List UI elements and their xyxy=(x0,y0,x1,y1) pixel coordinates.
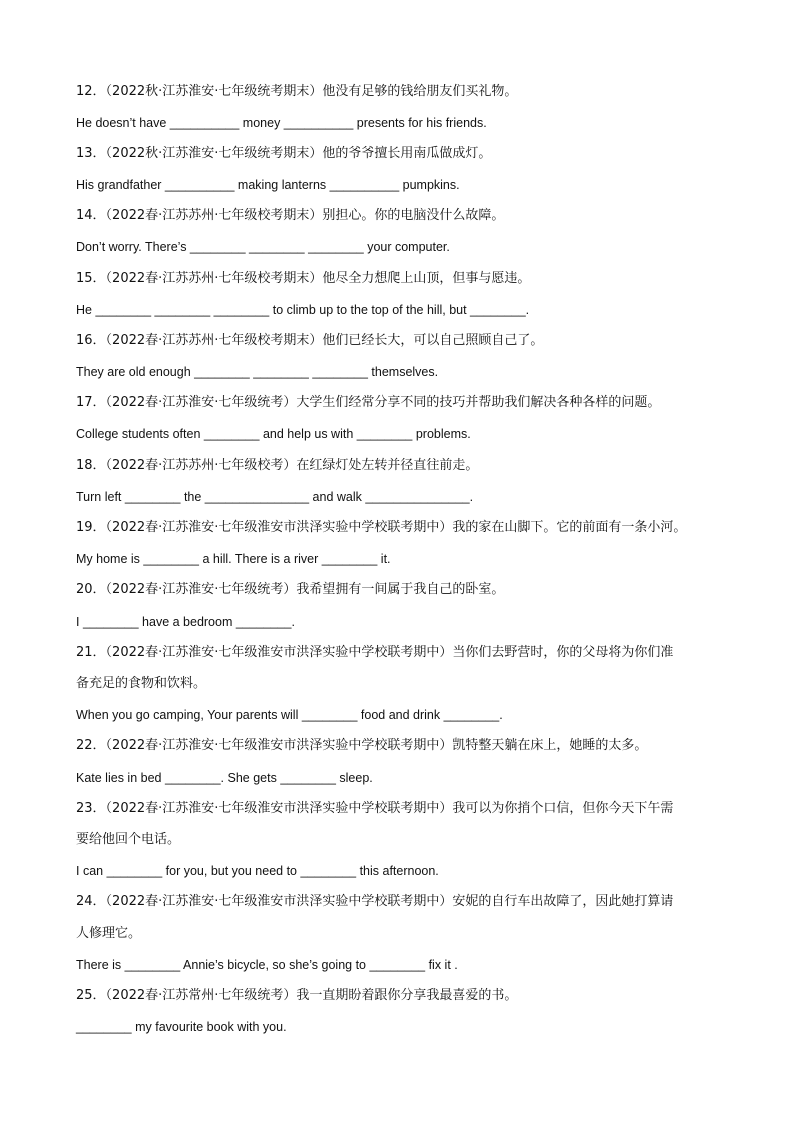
question-23-prompt: 23．（2022春·江苏淮安·七年级淮安市洪泽实验中学校联考期中）我可以为你捎个口信，但你今天下午需 xyxy=(76,801,674,816)
question-14-prompt: 14．（2022春·江苏苏州·七年级校考期末）别担心。你的电脑没什么故障。 xyxy=(76,208,505,223)
question-21-prompt-continued: 备充足的食物和饮料。 xyxy=(76,676,207,691)
question-20-prompt: 20．（2022春·江苏淮安·七年级统考）我希望拥有一间属于我自己的卧室。 xyxy=(76,582,505,597)
question-13-answer: His grandfather __________ making lanterns __________ pumpkins. xyxy=(76,178,460,192)
question-15-answer: He ________ ________ ________ to climb up to the top of the hill, but ________. xyxy=(76,303,530,317)
question-17-prompt: 17．（2022春·江苏淮安·七年级统考）大学生们经常分享不同的技巧并帮助我们解决各种各样的问题。 xyxy=(76,395,661,410)
question-23-prompt-continued: 要给他回个电话。 xyxy=(76,832,181,847)
question-17-answer: College students often ________ and help us with ________ problems. xyxy=(76,427,471,441)
question-12-answer: He doesn’t have __________ money __________ presents for his friends. xyxy=(76,116,487,130)
question-24-answer: There is ________ Annie’s bicycle, so she’s going to ________ fix it . xyxy=(76,958,458,972)
question-25-prompt: 25．（2022春·江苏常州·七年级统考）我一直期盼着跟你分享我最喜爱的书。 xyxy=(76,988,518,1003)
question-23-answer: I can ________ for you, but you need to ________ this afternoon. xyxy=(76,864,439,878)
question-25-answer: ________ my favourite book with you. xyxy=(76,1020,287,1034)
question-16-prompt: 16．（2022春·江苏苏州·七年级校考期末）他们已经长大，可以自己照顾自己了。 xyxy=(76,333,544,348)
question-22-answer: Kate lies in bed ________. She gets ________ sleep. xyxy=(76,771,373,785)
question-18-answer: Turn left ________ the _______________ and walk _______________. xyxy=(76,490,474,504)
question-21-answer: When you go camping, Your parents will ________ food and drink ________. xyxy=(76,708,503,722)
question-14-answer: Don’t worry. There’s ________ ________ ________ your computer. xyxy=(76,240,450,254)
question-18-prompt: 18．（2022春·江苏苏州·七年级校考）在红绿灯处左转并径直往前走。 xyxy=(76,458,479,473)
question-15-prompt: 15．（2022春·江苏苏州·七年级校考期末）他尽全力想爬上山顶，但事与愿违。 xyxy=(76,271,531,286)
question-24-prompt: 24．（2022春·江苏淮安·七年级淮安市洪泽实验中学校联考期中）安妮的自行车出故障了，因此她打算请 xyxy=(76,894,674,909)
question-19-answer: My home is ________ a hill. There is a river ________ it. xyxy=(76,552,391,566)
question-20-answer: I ________ have a bedroom ________. xyxy=(76,615,295,629)
question-21-prompt: 21．（2022春·江苏淮安·七年级淮安市洪泽实验中学校联考期中）当你们去野营时，你的父母将为你们准 xyxy=(76,645,674,660)
question-16-answer: They are old enough ________ ________ ________ themselves. xyxy=(76,365,439,379)
question-19-prompt: 19．（2022春·江苏淮安·七年级淮安市洪泽实验中学校联考期中）我的家在山脚下。它的前面有一条小河。 xyxy=(76,520,687,535)
question-13-prompt: 13．（2022秋·江苏淮安·七年级统考期末）他的爷爷擅长用南瓜做成灯。 xyxy=(76,146,492,161)
question-24-prompt-continued: 人修理它。 xyxy=(76,926,142,941)
question-22-prompt: 22．（2022春·江苏淮安·七年级淮安市洪泽实验中学校联考期中）凯特整天躺在床上，她睡的太多。 xyxy=(76,738,648,753)
question-12-prompt: 12．（2022秋·江苏淮安·七年级统考期末）他没有足够的钱给朋友们买礼物。 xyxy=(76,84,518,99)
